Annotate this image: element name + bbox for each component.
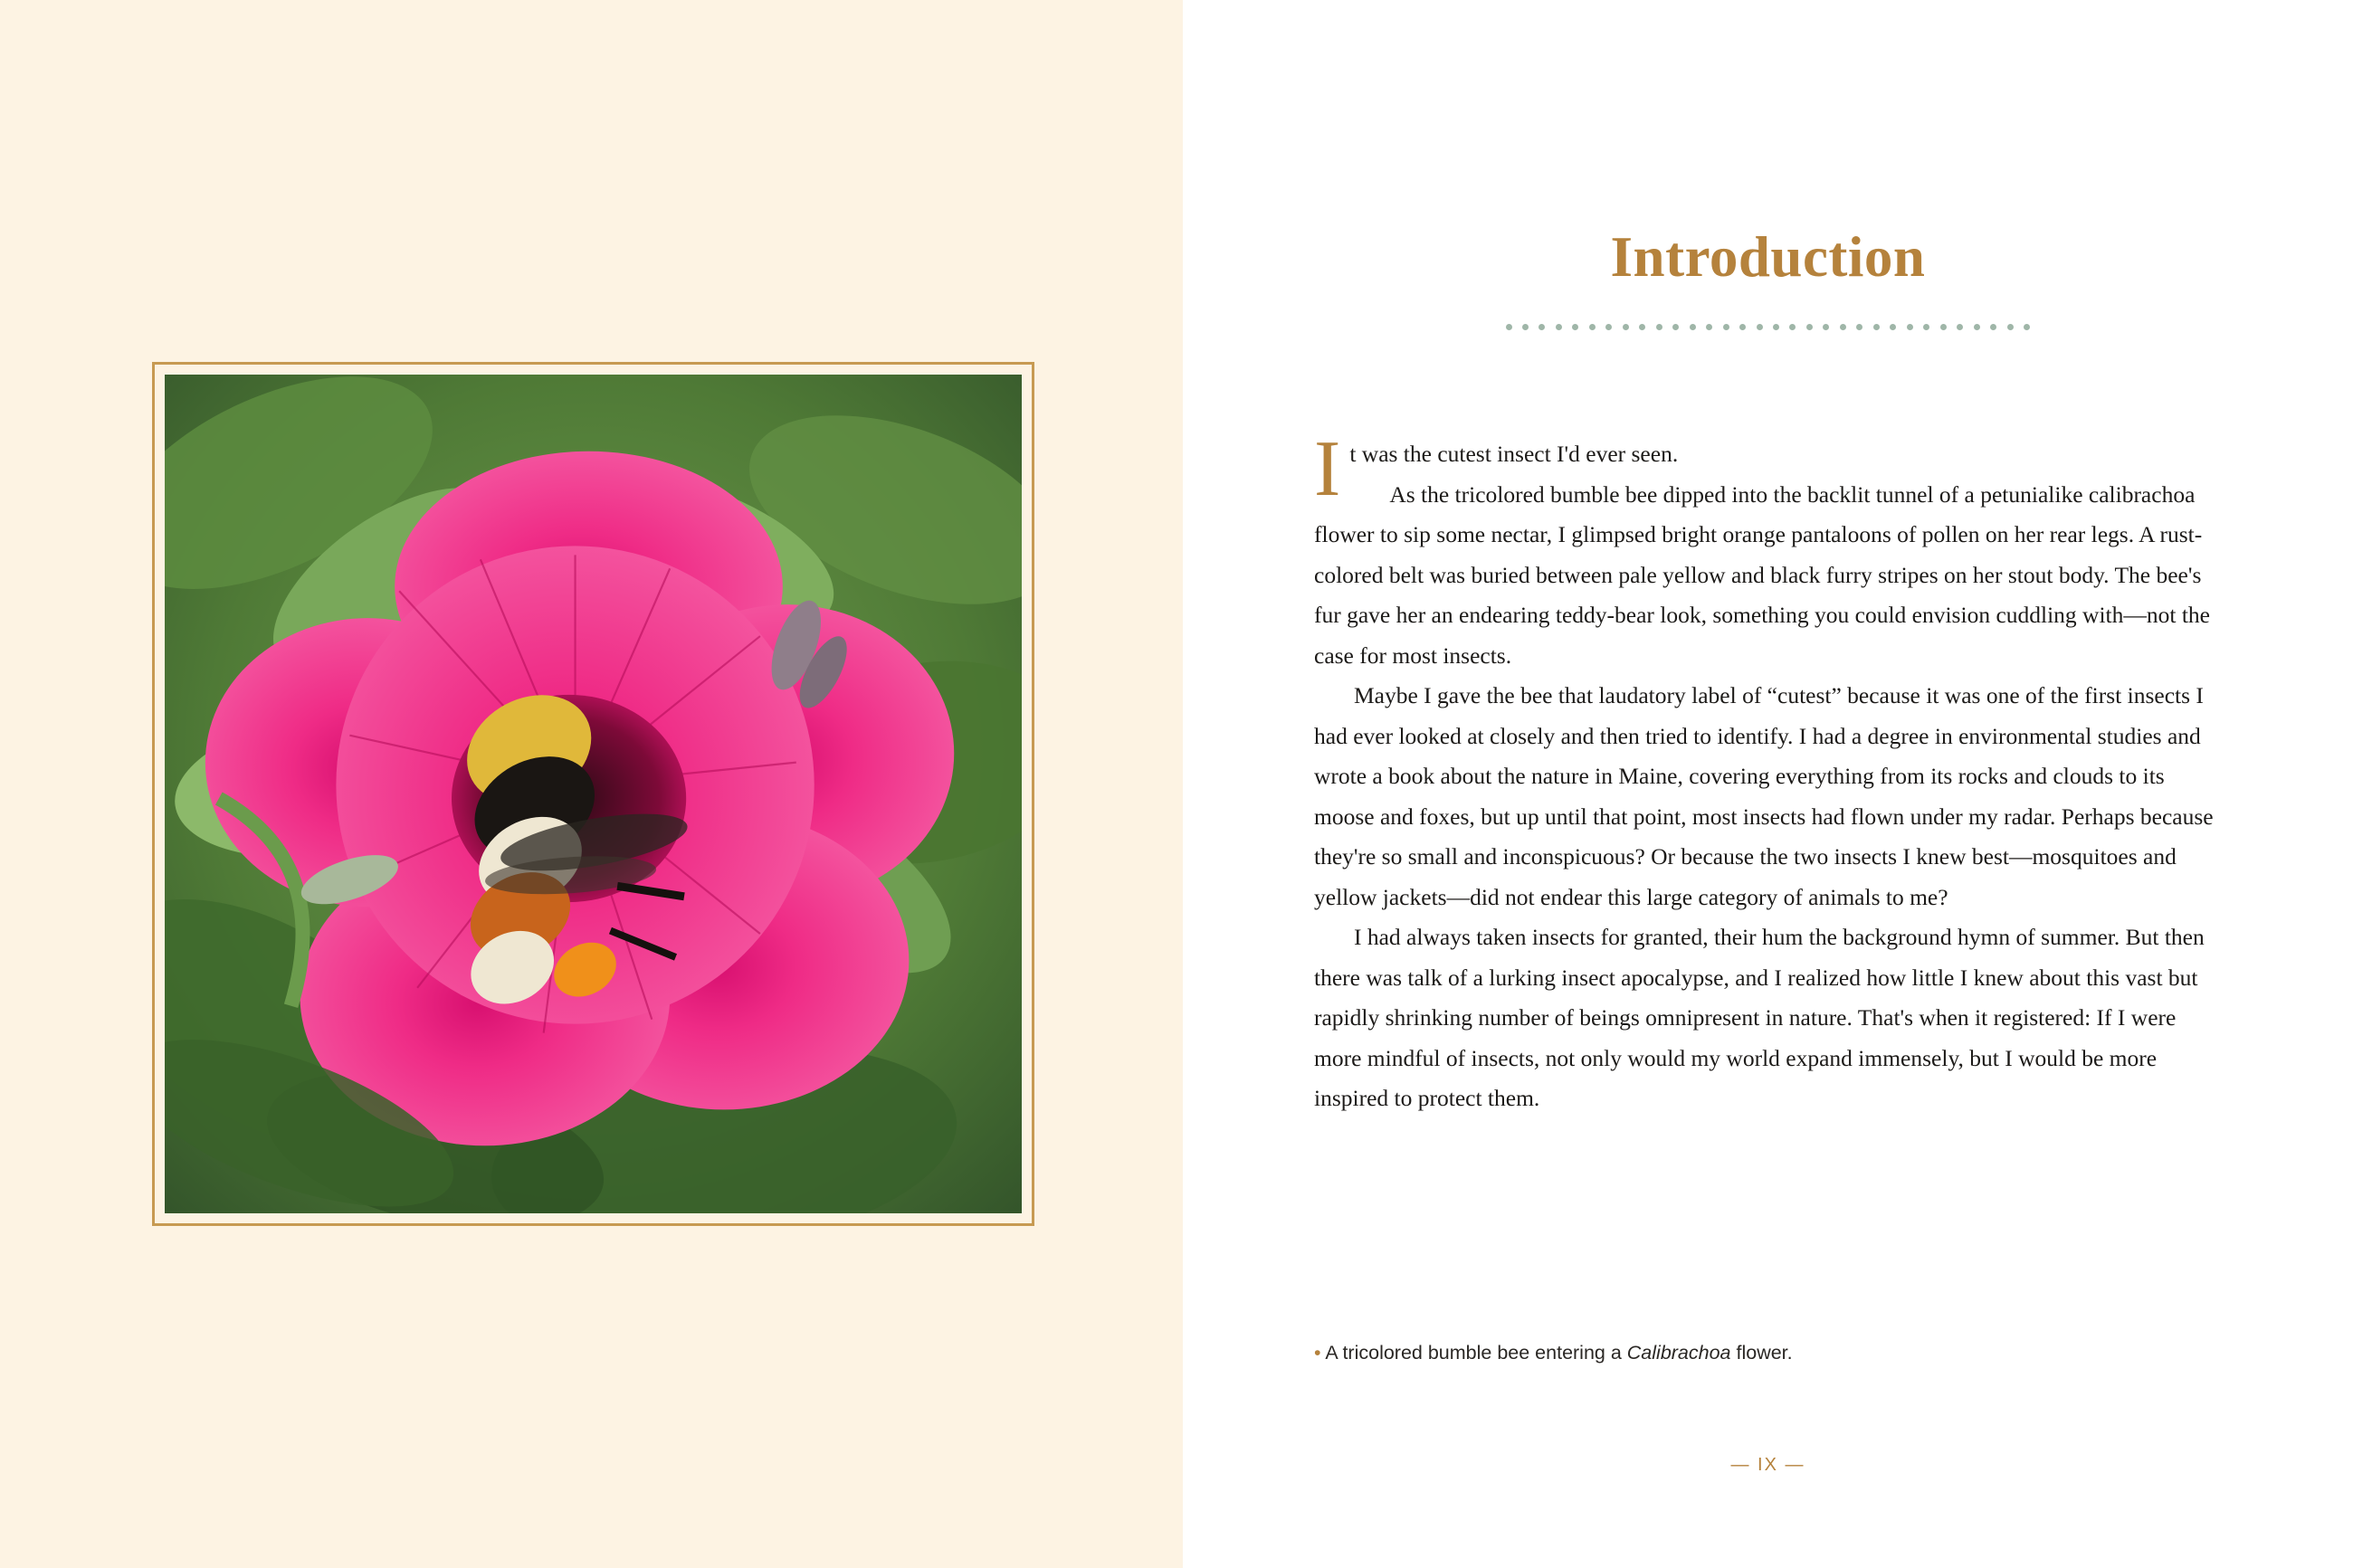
- caption-text-after: flower.: [1730, 1342, 1793, 1364]
- bumble-bee-photo: [165, 375, 1022, 1213]
- paragraph-4: I had always taken insects for granted, their hum the background hymn of summer. But then there was talk of a lurking insect apocalypse, and I realized how little I knew about this vast but rapidly shrinking number of beings omnipresent in nature. That's when it registered: If I were more mindful of insects, not only would my world expand immensely, but I would be more inspired to protect them.: [1314, 924, 2205, 1111]
- decorative-dot-rule: [1506, 324, 2031, 331]
- drop-cap: I: [1314, 425, 1341, 513]
- paragraph-2: As the tricolored bumble bee dipped into the backlit tunnel of a petunialike calibrachoa flower to sip some nectar, I glimpsed bright orange pantaloons of pollen on her rear legs. A rust-colored belt was buried between pale yellow and black furry stripes on her stout body. The bee's fur gave her an endearing teddy-bear look, something you could envision cuddling with—not the case for most insects.: [1314, 480, 2211, 669]
- page-number: — IX —: [1730, 1455, 1805, 1475]
- caption-text-before: A tricolored bumble bee entering a: [1320, 1342, 1627, 1364]
- page-title: Introduction: [1610, 225, 1926, 290]
- photo-frame: [152, 362, 1034, 1226]
- caption-bullet: •: [1314, 1342, 1321, 1364]
- right-page: [1183, 0, 2353, 1568]
- bumble-bee-illustration: [165, 375, 1022, 1213]
- paragraph-3: Maybe I gave the bee that laudatory label of “cutest” because it was one of the first insects I had ever looked at closely and then tried to identify. I had a degree in environmental studies and wrote a book about the nature in Maine, covering everything from its rocks and clouds to its moose and foxes, but up until that point, most insects had flown under my radar. Perhaps because they're so small and inconspicuous? Or because the two insects I knew best—mosquitoes and yellow jackets—did not endear this large category of animals to me?: [1314, 682, 2214, 910]
- photo-caption: [1314, 1339, 2219, 1366]
- paragraph-1-text: t was the cutest insect I'd ever seen.: [1349, 441, 1679, 467]
- caption-species-name: Calibrachoa: [1626, 1342, 1731, 1364]
- body-text: [1314, 425, 2219, 1119]
- paragraph-1: [1314, 425, 2219, 513]
